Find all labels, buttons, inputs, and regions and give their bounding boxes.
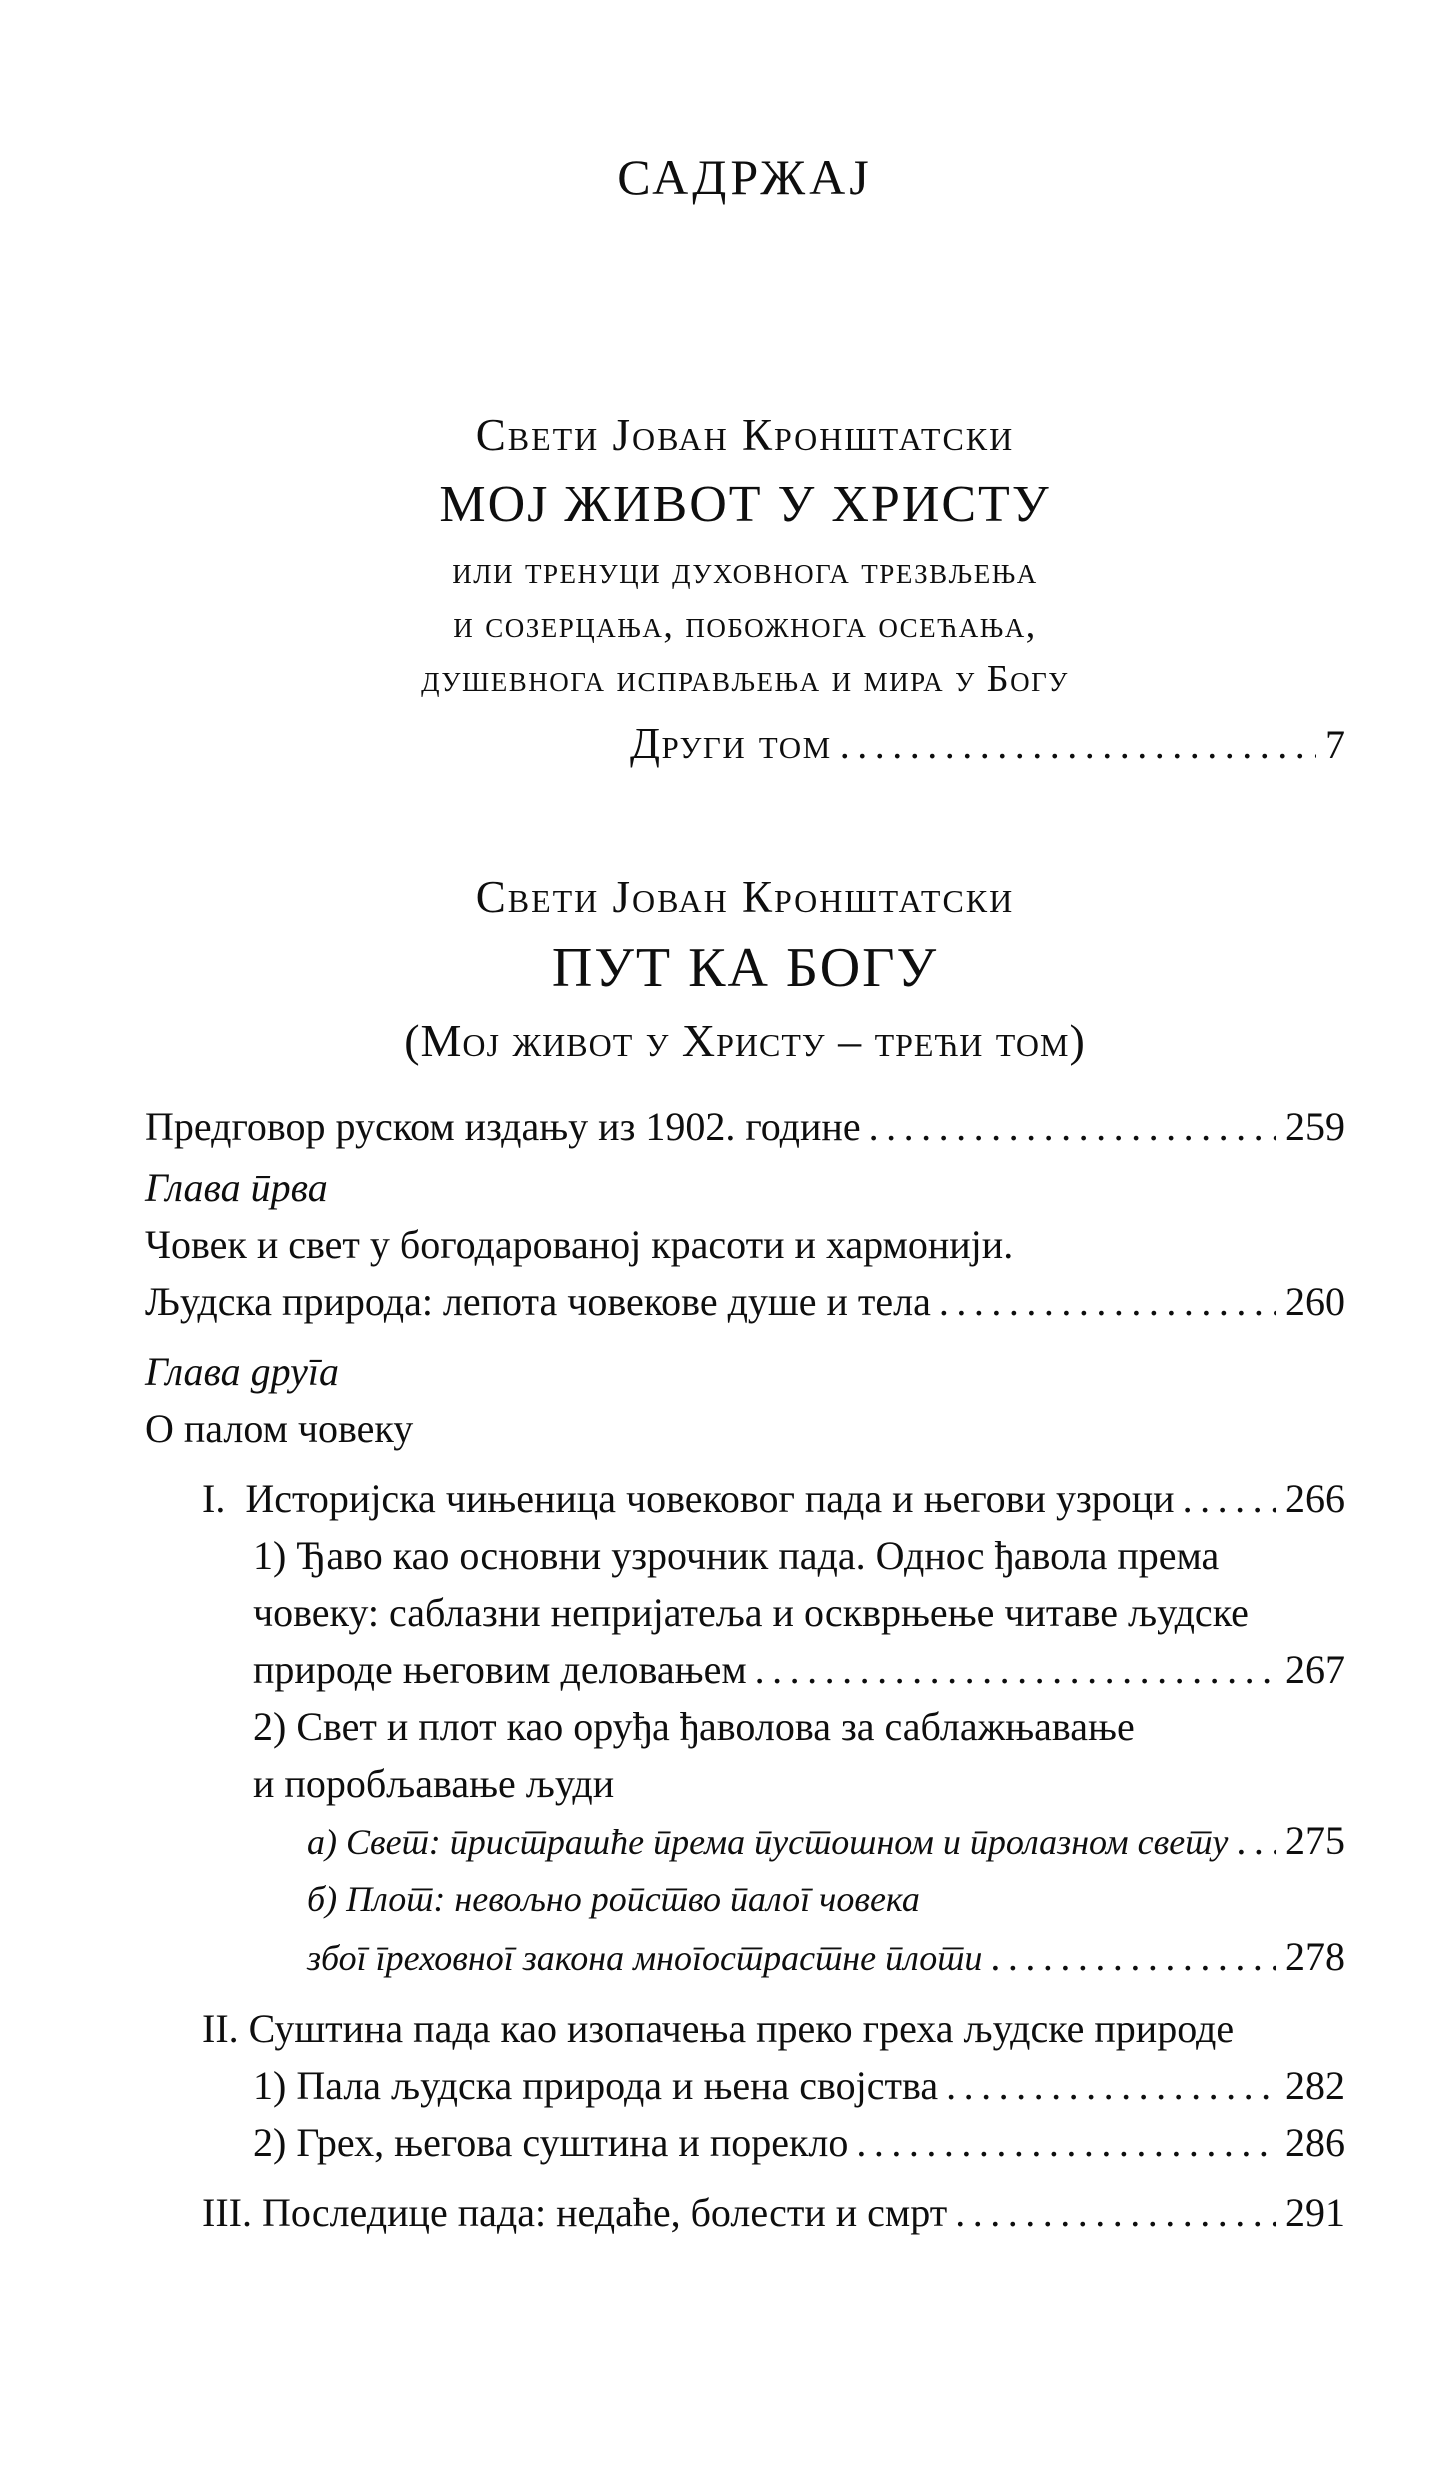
toc-entry-text: III. Последице пада: недаће, болести и смрт bbox=[202, 2190, 948, 2235]
toc-entry-text: човеку: саблазни непријатеља и оскврњење читаве људске bbox=[253, 1590, 1249, 1635]
toc-entry-text: због греховног закона многострастне плоти bbox=[307, 1938, 983, 1978]
dot-leader bbox=[1236, 1812, 1276, 1871]
book1-volume-label: Други том bbox=[630, 719, 832, 768]
book-section-1 bbox=[145, 404, 1345, 786]
toc-page-number: 291 bbox=[1285, 2190, 1345, 2235]
book2-title: ПУТ КА БОГУ bbox=[551, 937, 939, 999]
toc-entry-text: II. Суштина пада као изопачења преко греха људске природе bbox=[202, 2006, 1235, 2051]
toc-page-number: 282 bbox=[1285, 2063, 1345, 2108]
toc-page-number: 259 bbox=[1285, 1104, 1345, 1149]
book2-author: Свети Јован Кронштатски bbox=[475, 872, 1015, 922]
toc-entry-text: Човек и свет у богодарованој красоти и хармонији. bbox=[145, 1222, 1014, 1267]
toc-entry bbox=[145, 1527, 1345, 1584]
toc-entry bbox=[145, 1216, 1345, 1273]
toc-entry bbox=[145, 1871, 1345, 1928]
toc-entry-text: б) Плот: невољно ропство палог човека bbox=[307, 1879, 920, 1919]
toc-entry-text: Предговор руском издању из 1902. године bbox=[145, 1104, 861, 1149]
toc-entry-text: а) Свет: пристрашће према пустошном и пролазном свету bbox=[307, 1822, 1229, 1862]
toc-entry bbox=[145, 1273, 1345, 1330]
toc-list bbox=[145, 1098, 1345, 2241]
toc-entry-text: 2) Свет и плот као оруђа ђаволова за саблажњавање bbox=[253, 1704, 1135, 1749]
toc-entry bbox=[145, 2114, 1345, 2171]
dot-leader bbox=[939, 1273, 1276, 1330]
toc-entry bbox=[145, 1584, 1345, 1641]
toc-entry bbox=[145, 1400, 1345, 1457]
dot-leader bbox=[1183, 1470, 1276, 1527]
toc-entry-text: Глава друга bbox=[145, 1349, 339, 1394]
toc-entry bbox=[145, 2000, 1345, 2057]
toc-entry bbox=[145, 2057, 1345, 2114]
dot-leader bbox=[946, 2057, 1276, 2114]
book1-author: Свети Јован Кронштатски bbox=[475, 410, 1015, 460]
book2-subtitle: (Мој живот у Христу – трећи том) bbox=[404, 1015, 1086, 1066]
toc-entry-text: 2) Грех, његова суштина и порекло bbox=[253, 2120, 849, 2165]
toc-entry bbox=[145, 1755, 1345, 1812]
dot-leader bbox=[755, 1641, 1276, 1698]
toc-page-number: 267 bbox=[1285, 1647, 1345, 1692]
toc-entry-text: О палом човеку bbox=[145, 1406, 414, 1451]
dot-leader bbox=[869, 1098, 1276, 1155]
toc-entry bbox=[145, 1698, 1345, 1755]
toc-entry-text: I. Историјска чињеница човековог пада и његови узроци bbox=[202, 1476, 1175, 1521]
toc-page-number: 278 bbox=[1285, 1934, 1345, 1979]
toc-entry bbox=[145, 1159, 1345, 1216]
book1-volume-page-number: 7 bbox=[1325, 722, 1345, 767]
toc-entry bbox=[145, 1343, 1345, 1400]
dot-leader bbox=[840, 713, 1316, 786]
toc-page-number: 260 bbox=[1285, 1279, 1345, 1324]
contents-page bbox=[145, 148, 1345, 2241]
toc-entry-text: Глава прва bbox=[145, 1165, 328, 1210]
dot-leader bbox=[955, 2184, 1276, 2241]
toc-entry bbox=[145, 1812, 1345, 1871]
toc-entry-text: 1) Пала људска природа и њена својства bbox=[253, 2063, 939, 2108]
toc-page-number: 275 bbox=[1285, 1818, 1345, 1863]
toc-entry bbox=[145, 1470, 1345, 1527]
contents-title: САДРЖАЈ bbox=[617, 149, 873, 205]
toc-entry-text: Људска природа: лепота човекове душе и тела bbox=[145, 1279, 931, 1324]
toc-entry-text: и поробљавање људи bbox=[253, 1761, 615, 1806]
toc-entry-text: 1) Ђаво као основни узрочник пада. Однос ђавола према bbox=[253, 1533, 1220, 1578]
toc-entry bbox=[145, 1641, 1345, 1698]
book-section-2 bbox=[145, 866, 1345, 1074]
book1-subtitle-line: душевнога исправљења и мира у Богу bbox=[421, 658, 1069, 700]
toc-entry-text: природе његовим деловањем bbox=[253, 1647, 747, 1692]
toc-entry bbox=[145, 2184, 1345, 2241]
book1-subtitle-line: и созерцања, побожнога осећања, bbox=[453, 604, 1037, 646]
toc-entry bbox=[145, 1928, 1345, 1987]
book1-title: МОЈ ЖИВОТ У ХРИСТУ bbox=[439, 476, 1051, 533]
book1-subtitle-line: или тренуци духовнога трезвљења bbox=[452, 550, 1038, 592]
toc-entry bbox=[145, 1098, 1345, 1155]
toc-page-number: 266 bbox=[1285, 1476, 1345, 1521]
dot-leader bbox=[856, 2114, 1276, 2171]
dot-leader bbox=[990, 1928, 1276, 1987]
toc-page-number: 286 bbox=[1285, 2120, 1345, 2165]
book1-volume-entry bbox=[145, 712, 1345, 786]
